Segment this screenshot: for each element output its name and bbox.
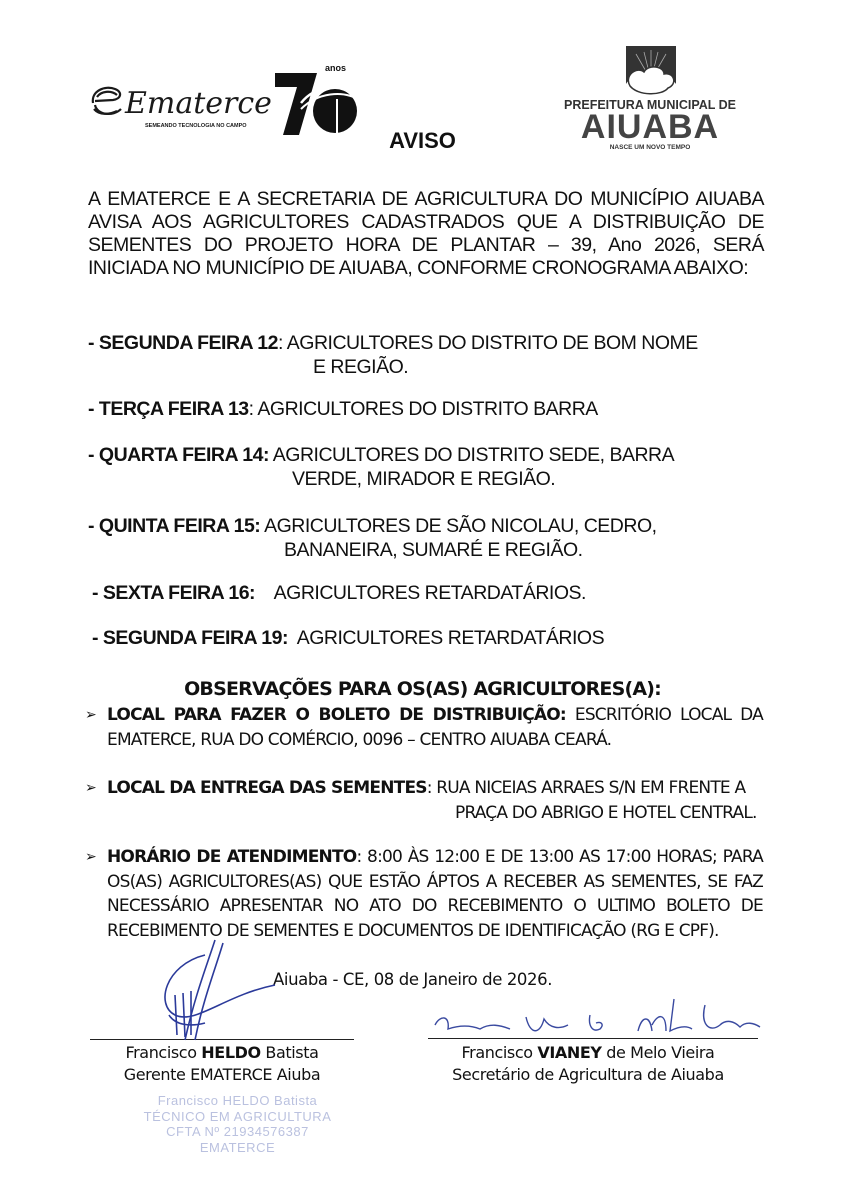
page-title: AVISO xyxy=(389,128,456,153)
observation-item xyxy=(85,845,763,943)
svg-text:PREFEITURA MUNICIPAL DE: PREFEITURA MUNICIPAL DE xyxy=(564,98,736,112)
schedule-separator: : xyxy=(278,332,283,354)
stamp-line: CFTA Nº 21934576387 xyxy=(166,1124,309,1139)
signatory-name: Francisco VIANEY de Melo Vieira xyxy=(461,1043,715,1062)
schedule-item xyxy=(88,443,788,491)
schedule-desc: AGRICULTORES DO DISTRITO DE BOM NOME xyxy=(282,332,698,354)
arrow-bullet-icon: ➢ xyxy=(85,849,96,865)
svg-text:NASCE UM NOVO TEMPO: NASCE UM NOVO TEMPO xyxy=(609,144,691,151)
schedule-desc-cont: E REGIÃO. xyxy=(313,356,409,378)
intro-paragraph: A EMATERCE E A SECRETARIA DE AGRICULTURA DO MUNICÍPIO AIUABA AVISA AOS AGRICULTORES CADASTRADOS QUE A DISTRIBUIÇÃO DE SEMENTES DO PROJETO HORA DE PLANTAR – 39, Ano 2026, SERÁ INICIADA NO MUNICÍPIO DE AIUABA, CONFORME CRONOGRAMA ABAIXO: xyxy=(88,188,764,279)
signatory-left xyxy=(90,1042,354,1086)
arrow-bullet-icon: ➢ xyxy=(85,780,96,796)
observation-item xyxy=(85,703,763,752)
observation-item xyxy=(85,776,763,825)
observation-text: ESCRITÓRIO LOCAL DA EMATERCE, RUA DO COMÉRCIO, 0096 – CENTRO AIUABA CEARÁ. xyxy=(107,705,763,750)
handwritten-signature-right xyxy=(430,995,770,1043)
signatory-role: Secretário de Agricultura de Aiuaba xyxy=(452,1065,724,1084)
schedule-day: - TERÇA FEIRA 13 xyxy=(88,398,249,420)
schedule-desc: AGRICULTORES RETARDATÁRIOS. xyxy=(255,582,586,604)
place-date: Aiuaba - CE, 08 de Janeiro de 2026. xyxy=(273,970,553,989)
schedule-item xyxy=(88,397,788,421)
schedule-desc: AGRICULTORES DE SÃO NICOLAU, CEDRO, xyxy=(260,515,657,537)
schedule-day: - SEGUNDA FEIRA 12 xyxy=(88,332,278,354)
schedule-desc-cont: BANANEIRA, SUMARÉ E REGIÃO. xyxy=(284,539,583,561)
observation-text: : 8:00 ÀS 12:00 E DE 13:00 AS 17:00 HORAS; PARA OS(AS) AGRICULTORES(AS) QUE ESTÃO ÁPTOS A RECEBER AS SEMENTES, SE FAZ NECESSÁRIO APRESENTAR NO ATO DO RECEBIMENTO O ULTIMO BOLETO DE RECEBIMENTO DE SEMENTES E DOCUMENTOS DE IDENTIFICAÇÃO (RG E CPF). xyxy=(107,847,763,941)
schedule-day: - SEXTA FEIRA 16: xyxy=(92,582,256,604)
arrow-bullet-icon: ➢ xyxy=(85,707,96,723)
schedule-desc: AGRICULTORES DO DISTRITO SEDE, BARRA xyxy=(268,444,675,466)
stamp-line: EMATERCE xyxy=(199,1139,276,1155)
schedule-desc: AGRICULTORES DO DISTRITO BARRA xyxy=(253,398,598,420)
signatory-name: Francisco HELDO Batista xyxy=(125,1043,319,1062)
observation-label: LOCAL PARA FAZER O BOLETO DE DISTRIBUIÇÃO: xyxy=(107,705,566,725)
schedule-desc-cont: VERDE, MIRADOR E REGIÃO. xyxy=(292,468,556,490)
schedule-separator: : xyxy=(248,398,254,420)
stamp-line: Francisco HELDO Batista xyxy=(157,1093,318,1108)
schedule-day: - SEGUNDA FEIRA 19: xyxy=(92,627,288,649)
stamp-line: TÉCNICO EM AGRICULTURA xyxy=(143,1108,332,1124)
observation-label: HORÁRIO DE ATENDIMENTO xyxy=(107,847,357,867)
signatory-right xyxy=(428,1042,748,1086)
svg-text:AIUABA: AIUABA xyxy=(580,108,720,146)
observation-text-cont: PRAÇA DO ABRIGO E HOTEL CENTRAL. xyxy=(455,802,757,823)
schedule-item xyxy=(88,331,788,379)
handwritten-signature-left xyxy=(145,935,285,1045)
schedule-day: - QUARTA FEIRA 14: xyxy=(88,444,269,466)
svg-text:SEMEANDO TECNOLOGIA NO CAMPO: SEMEANDO TECNOLOGIA NO CAMPO xyxy=(145,123,247,129)
observation-label: LOCAL DA ENTREGA DAS SEMENTES xyxy=(107,778,427,798)
observation-text: : RUA NICEIAS ARRAES S/N EM FRENTE A xyxy=(426,778,746,798)
observations-title: OBSERVAÇÕES PARA OS(AS) AGRICULTORES(A): xyxy=(184,678,661,700)
signatory-role: Gerente EMATERCE Aiuba xyxy=(123,1065,321,1084)
svg-text:anos: anos xyxy=(325,63,347,73)
svg-text:Ematerce: Ematerce xyxy=(125,86,272,121)
schedule-day: - QUINTA FEIRA 15: xyxy=(88,515,261,537)
schedule-item xyxy=(88,514,788,562)
schedule-item xyxy=(92,581,792,605)
schedule-desc: AGRICULTORES RETARDATÁRIOS xyxy=(288,627,605,649)
stamp xyxy=(135,1093,340,1155)
schedule-item xyxy=(92,626,792,650)
